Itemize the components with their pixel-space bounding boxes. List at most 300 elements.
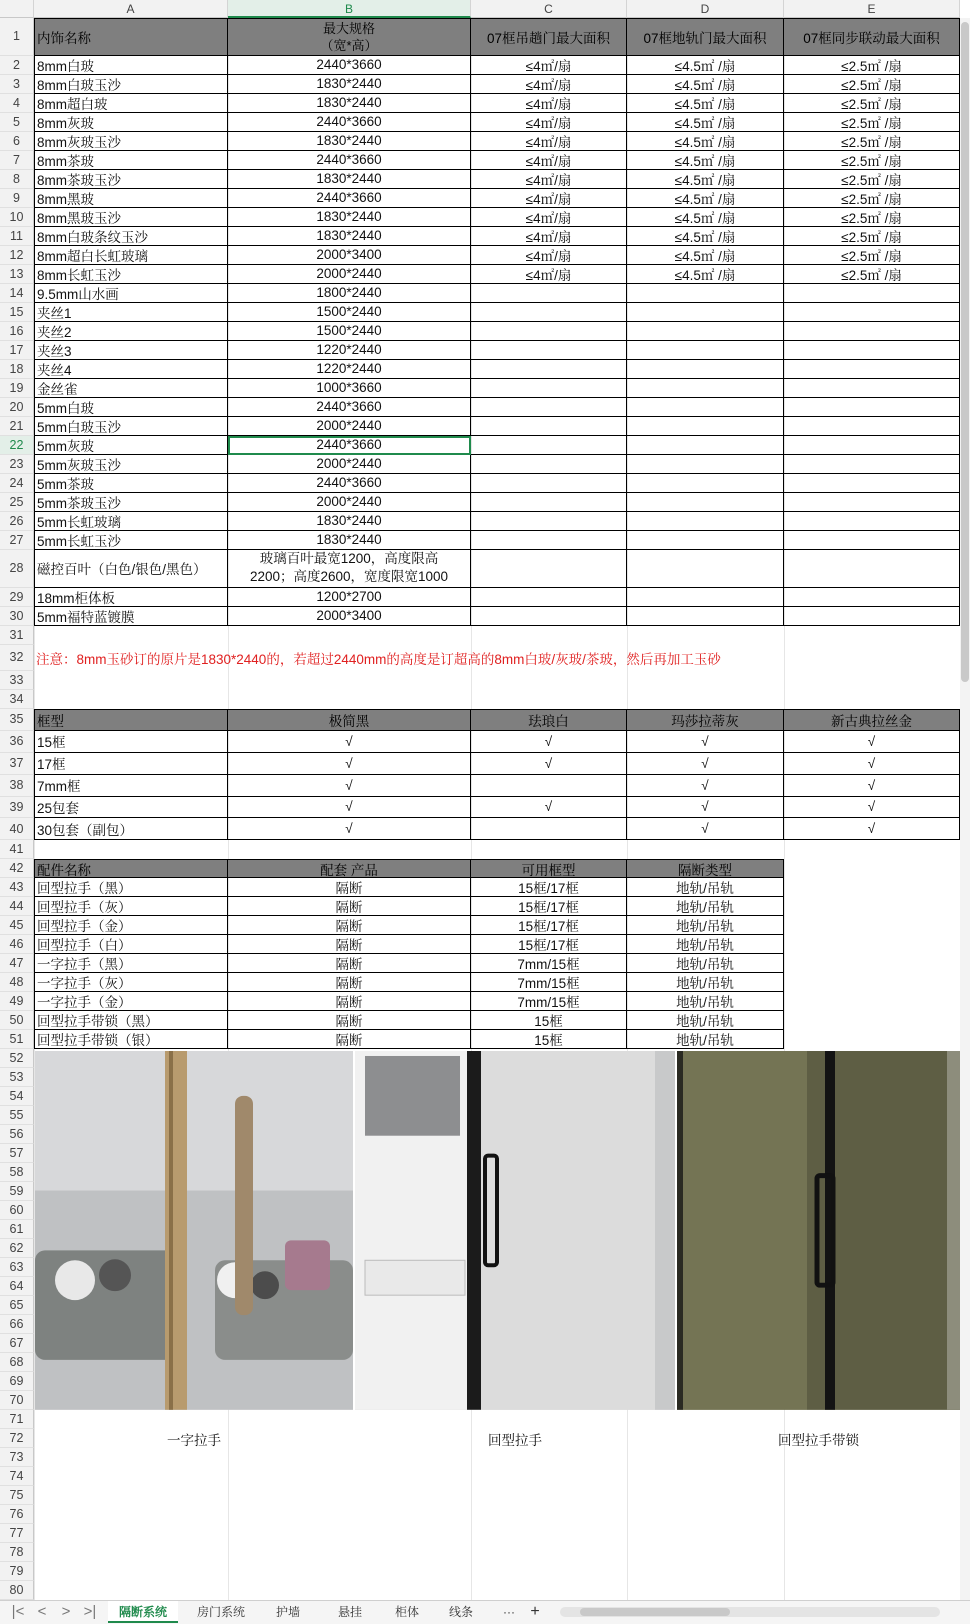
area-sync[interactable]: ≤2.5㎡ /扇 <box>784 132 960 151</box>
row-header[interactable]: 27 <box>0 531 34 550</box>
area-hanging[interactable]: ≤4㎡/扇 <box>471 246 627 265</box>
add-sheet-button[interactable]: + <box>530 1603 540 1620</box>
row-header[interactable]: 26 <box>0 512 34 531</box>
accessory-name[interactable]: 一字拉手（黑） <box>34 954 228 973</box>
accessory-frame[interactable]: 15框/17框 <box>471 935 627 954</box>
area-sync[interactable] <box>784 474 960 493</box>
row-header[interactable]: 22 <box>0 436 34 455</box>
area-hanging[interactable]: ≤4㎡/扇 <box>471 151 627 170</box>
glass-name[interactable]: 5mm茶玻玉沙 <box>34 493 228 512</box>
area-hanging[interactable]: ≤4㎡/扇 <box>471 75 627 94</box>
glass-name[interactable]: 8mm白玻条纹玉沙 <box>34 227 228 246</box>
row-header[interactable]: 60 <box>0 1201 34 1220</box>
next-sheet-button[interactable]: > <box>61 1603 71 1620</box>
row-header[interactable]: 15 <box>0 303 34 322</box>
area-hanging[interactable] <box>471 398 627 417</box>
row-header[interactable]: 11 <box>0 227 34 246</box>
row-header[interactable]: 28 <box>0 550 34 588</box>
glass-spec[interactable]: 2440*3660 <box>228 436 471 455</box>
area-hanging[interactable] <box>471 607 627 626</box>
row-header[interactable]: 73 <box>0 1448 34 1467</box>
row-header[interactable]: 32 <box>0 645 34 671</box>
row-header[interactable]: 57 <box>0 1144 34 1163</box>
frame-header[interactable]: 玛莎拉蒂灰 <box>627 709 784 731</box>
first-sheet-button[interactable]: |< <box>11 1603 25 1620</box>
area-hanging[interactable]: ≤4㎡/扇 <box>471 208 627 227</box>
column-header-e[interactable]: E <box>784 0 960 18</box>
glass-name[interactable]: 夹丝2 <box>34 322 228 341</box>
accessory-partition[interactable]: 地轨/吊轨 <box>627 897 784 916</box>
area-sync[interactable]: ≤2.5㎡ /扇 <box>784 113 960 132</box>
glass-spec[interactable]: 2000*2440 <box>228 493 471 512</box>
accessory-name[interactable]: 回型拉手（白） <box>34 935 228 954</box>
area-floor[interactable]: ≤4.5㎡ /扇 <box>627 208 784 227</box>
area-floor[interactable] <box>627 588 784 607</box>
glass-name[interactable]: 8mm黑玻 <box>34 189 228 208</box>
glass-name[interactable]: 8mm超白长虹玻璃 <box>34 246 228 265</box>
note-text[interactable]: 注意：8mm玉砂订的原片是1830*2440的，若超过2440mm的高度是订超高的8mm白玻/灰玻/茶玻，然后再加工玉砂 <box>36 651 721 667</box>
area-hanging[interactable] <box>471 512 627 531</box>
area-floor[interactable] <box>627 493 784 512</box>
area-hanging[interactable] <box>471 493 627 512</box>
area-hanging[interactable] <box>471 531 627 550</box>
area-floor[interactable] <box>627 607 784 626</box>
row-header[interactable]: 47 <box>0 954 34 973</box>
glass-name[interactable]: 8mm超白玻 <box>34 94 228 113</box>
row-header[interactable]: 67 <box>0 1334 34 1353</box>
frame-check[interactable]: √ <box>228 753 471 775</box>
area-hanging[interactable] <box>471 360 627 379</box>
header-e[interactable]: 07框同步联动最大面积 <box>784 18 960 56</box>
row-header[interactable]: 51 <box>0 1030 34 1049</box>
area-hanging[interactable] <box>471 550 627 588</box>
glass-name[interactable]: 5mm灰玻玉沙 <box>34 455 228 474</box>
area-sync[interactable]: ≤2.5㎡ /扇 <box>784 227 960 246</box>
area-hanging[interactable] <box>471 588 627 607</box>
frame-type[interactable]: 17框 <box>34 753 228 775</box>
row-header[interactable]: 70 <box>0 1391 34 1410</box>
area-sync[interactable] <box>784 398 960 417</box>
horizontal-scrollbar[interactable] <box>560 1607 940 1617</box>
glass-spec[interactable]: 1830*2440 <box>228 132 471 151</box>
area-sync[interactable] <box>784 455 960 474</box>
row-header[interactable]: 1 <box>0 18 34 56</box>
row-header[interactable]: 39 <box>0 797 34 819</box>
area-sync[interactable] <box>784 322 960 341</box>
row-header[interactable]: 63 <box>0 1258 34 1277</box>
row-header[interactable]: 9 <box>0 189 34 208</box>
glass-spec[interactable]: 2000*2440 <box>228 455 471 474</box>
glass-name[interactable]: 9.5mm山水画 <box>34 284 228 303</box>
area-hanging[interactable] <box>471 341 627 360</box>
accessory-name[interactable]: 一字拉手（灰） <box>34 973 228 992</box>
row-header[interactable]: 43 <box>0 878 34 897</box>
row-header[interactable]: 55 <box>0 1106 34 1125</box>
row-header[interactable]: 53 <box>0 1068 34 1087</box>
frame-header[interactable]: 极简黑 <box>228 709 471 731</box>
glass-spec[interactable]: 2000*2440 <box>228 417 471 436</box>
accessory-name[interactable]: 回型拉手（灰） <box>34 897 228 916</box>
glass-spec[interactable]: 2000*3400 <box>228 246 471 265</box>
last-sheet-button[interactable]: >| <box>83 1603 97 1620</box>
row-header[interactable]: 35 <box>0 709 34 731</box>
row-header[interactable]: 37 <box>0 753 34 775</box>
vertical-scrollbar[interactable] <box>960 18 970 1600</box>
frame-header[interactable]: 框型 <box>34 709 228 731</box>
area-sync[interactable] <box>784 284 960 303</box>
row-header[interactable]: 66 <box>0 1315 34 1334</box>
glass-name[interactable]: 磁控百叶（白色/银色/黑色） <box>34 550 228 588</box>
area-sync[interactable] <box>784 341 960 360</box>
row-header[interactable]: 36 <box>0 731 34 753</box>
area-sync[interactable] <box>784 303 960 322</box>
area-hanging[interactable]: ≤4㎡/扇 <box>471 265 627 284</box>
row-header[interactable]: 48 <box>0 973 34 992</box>
row-header[interactable]: 21 <box>0 417 34 436</box>
area-sync[interactable]: ≤2.5㎡ /扇 <box>784 75 960 94</box>
row-header[interactable]: 42 <box>0 859 34 878</box>
area-floor[interactable] <box>627 436 784 455</box>
accessory-header[interactable]: 可用框型 <box>471 859 627 878</box>
area-hanging[interactable] <box>471 436 627 455</box>
accessory-partition[interactable]: 地轨/吊轨 <box>627 878 784 897</box>
row-header[interactable]: 16 <box>0 322 34 341</box>
row-header[interactable]: 24 <box>0 474 34 493</box>
area-floor[interactable] <box>627 550 784 588</box>
accessory-partition[interactable]: 地轨/吊轨 <box>627 992 784 1011</box>
frame-check[interactable]: √ <box>228 797 471 819</box>
area-floor[interactable] <box>627 379 784 398</box>
glass-spec[interactable]: 1830*2440 <box>228 531 471 550</box>
glass-name[interactable]: 8mm灰玻玉沙 <box>34 132 228 151</box>
row-header[interactable]: 77 <box>0 1524 34 1543</box>
frame-type[interactable]: 7mm框 <box>34 775 228 797</box>
row-header[interactable]: 5 <box>0 113 34 132</box>
frame-check[interactable] <box>471 818 627 840</box>
glass-spec[interactable] <box>228 550 471 588</box>
accessory-name[interactable]: 回型拉手（黑） <box>34 878 228 897</box>
area-sync[interactable] <box>784 417 960 436</box>
glass-name[interactable]: 5mm福特蓝镀膜 <box>34 607 228 626</box>
area-hanging[interactable]: ≤4㎡/扇 <box>471 113 627 132</box>
area-sync[interactable] <box>784 512 960 531</box>
glass-name[interactable]: 5mm白玻玉沙 <box>34 417 228 436</box>
row-header[interactable]: 54 <box>0 1087 34 1106</box>
area-sync[interactable] <box>784 360 960 379</box>
sheet-tab[interactable]: 悬挂 <box>337 1605 362 1619</box>
area-hanging[interactable]: ≤4㎡/扇 <box>471 227 627 246</box>
frame-check[interactable]: √ <box>627 797 784 819</box>
sheet-tab[interactable]: 线条 <box>448 1605 473 1619</box>
glass-spec[interactable]: 2440*3660 <box>228 56 471 75</box>
accessory-frame[interactable]: 15框/17框 <box>471 916 627 935</box>
accessory-header[interactable]: 配件名称 <box>34 859 228 878</box>
glass-spec[interactable]: 1830*2440 <box>228 75 471 94</box>
sheet-tab[interactable]: 隔断系统 <box>108 1601 178 1623</box>
row-header[interactable]: 17 <box>0 341 34 360</box>
row-header[interactable]: 80 <box>0 1581 34 1600</box>
row-header[interactable]: 58 <box>0 1163 34 1182</box>
row-header[interactable]: 69 <box>0 1372 34 1391</box>
glass-spec[interactable]: 1830*2440 <box>228 208 471 227</box>
row-header[interactable]: 52 <box>0 1049 34 1068</box>
area-sync[interactable]: ≤2.5㎡ /扇 <box>784 208 960 227</box>
area-hanging[interactable]: ≤4㎡/扇 <box>471 56 627 75</box>
column-header-a[interactable]: A <box>34 0 228 18</box>
glass-spec[interactable]: 1830*2440 <box>228 94 471 113</box>
accessory-frame[interactable]: 7mm/15框 <box>471 973 627 992</box>
frame-check[interactable]: √ <box>471 797 627 819</box>
area-floor[interactable]: ≤4.5㎡ /扇 <box>627 189 784 208</box>
row-header[interactable]: 10 <box>0 208 34 227</box>
area-hanging[interactable]: ≤4㎡/扇 <box>471 132 627 151</box>
accessory-frame[interactable]: 15框 <box>471 1011 627 1030</box>
accessory-partition[interactable]: 地轨/吊轨 <box>627 954 784 973</box>
area-floor[interactable]: ≤4.5㎡ /扇 <box>627 113 784 132</box>
header-spec[interactable] <box>228 18 471 56</box>
row-header[interactable]: 30 <box>0 607 34 626</box>
row-header[interactable]: 14 <box>0 284 34 303</box>
area-floor[interactable] <box>627 398 784 417</box>
accessory-frame[interactable]: 15框/17框 <box>471 878 627 897</box>
area-floor[interactable]: ≤4.5㎡ /扇 <box>627 227 784 246</box>
area-floor[interactable]: ≤4.5㎡ /扇 <box>627 132 784 151</box>
frame-check[interactable]: √ <box>627 731 784 753</box>
row-header[interactable]: 6 <box>0 132 34 151</box>
glass-spec[interactable]: 1220*2440 <box>228 360 471 379</box>
accessory-partition[interactable]: 地轨/吊轨 <box>627 916 784 935</box>
row-header[interactable]: 79 <box>0 1562 34 1581</box>
area-floor[interactable]: ≤4.5㎡ /扇 <box>627 265 784 284</box>
column-header-d[interactable]: D <box>627 0 784 18</box>
glass-name[interactable]: 8mm茶玻玉沙 <box>34 170 228 189</box>
row-header[interactable]: 2 <box>0 56 34 75</box>
area-floor[interactable] <box>627 284 784 303</box>
row-header[interactable]: 72 <box>0 1429 34 1448</box>
accessory-product[interactable]: 隔断 <box>228 897 471 916</box>
glass-name[interactable]: 8mm茶玻 <box>34 151 228 170</box>
area-sync[interactable] <box>784 550 960 588</box>
glass-spec[interactable]: 1830*2440 <box>228 227 471 246</box>
selected-cell-outline[interactable] <box>228 436 471 455</box>
accessory-product[interactable]: 隔断 <box>228 1030 471 1049</box>
accessory-product[interactable]: 隔断 <box>228 878 471 897</box>
accessory-product[interactable]: 隔断 <box>228 935 471 954</box>
row-header[interactable]: 25 <box>0 493 34 512</box>
area-floor[interactable] <box>627 512 784 531</box>
frame-type[interactable]: 15框 <box>34 731 228 753</box>
glass-spec[interactable]: 1830*2440 <box>228 512 471 531</box>
frame-header[interactable]: 珐琅白 <box>471 709 627 731</box>
row-header[interactable]: 38 <box>0 775 34 797</box>
glass-name[interactable]: 夹丝3 <box>34 341 228 360</box>
row-header[interactable]: 34 <box>0 690 34 709</box>
area-hanging[interactable]: ≤4㎡/扇 <box>471 170 627 189</box>
sheet-tab[interactable]: 柜体 <box>394 1605 419 1619</box>
glass-spec[interactable]: 1800*2440 <box>228 284 471 303</box>
area-sync[interactable]: ≤2.5㎡ /扇 <box>784 265 960 284</box>
glass-spec[interactable]: 2440*3660 <box>228 113 471 132</box>
accessory-partition[interactable]: 地轨/吊轨 <box>627 973 784 992</box>
column-header-c[interactable]: C <box>471 0 627 18</box>
glass-spec[interactable]: 2440*3660 <box>228 151 471 170</box>
area-floor[interactable]: ≤4.5㎡ /扇 <box>627 246 784 265</box>
area-sync[interactable] <box>784 607 960 626</box>
glass-name[interactable]: 夹丝1 <box>34 303 228 322</box>
accessory-header[interactable]: 隔断类型 <box>627 859 784 878</box>
accessory-name[interactable]: 一字拉手（金） <box>34 992 228 1011</box>
area-sync[interactable]: ≤2.5㎡ /扇 <box>784 189 960 208</box>
accessory-partition[interactable]: 地轨/吊轨 <box>627 935 784 954</box>
frame-check[interactable]: √ <box>471 731 627 753</box>
frame-type[interactable]: 30包套（副包） <box>34 818 228 840</box>
frame-check[interactable]: √ <box>784 731 960 753</box>
row-header[interactable]: 62 <box>0 1239 34 1258</box>
header-name[interactable]: 内饰名称 <box>34 18 228 56</box>
area-sync[interactable] <box>784 493 960 512</box>
accessory-header[interactable]: 配套 产品 <box>228 859 471 878</box>
row-header[interactable]: 59 <box>0 1182 34 1201</box>
glass-spec[interactable]: 2440*3660 <box>228 398 471 417</box>
frame-check[interactable]: √ <box>784 753 960 775</box>
accessory-product[interactable]: 隔断 <box>228 1011 471 1030</box>
row-header[interactable]: 7 <box>0 151 34 170</box>
accessory-product[interactable]: 隔断 <box>228 992 471 1011</box>
glass-spec[interactable]: 2440*3660 <box>228 474 471 493</box>
sheet-tab[interactable]: 房门系统 <box>196 1605 245 1619</box>
area-sync[interactable]: ≤2.5㎡ /扇 <box>784 56 960 75</box>
row-header[interactable]: 29 <box>0 588 34 607</box>
area-hanging[interactable] <box>471 322 627 341</box>
accessory-name[interactable]: 回型拉手带锁（黑） <box>34 1011 228 1030</box>
row-header[interactable]: 78 <box>0 1543 34 1562</box>
vertical-scroll-thumb[interactable] <box>961 22 969 682</box>
area-hanging[interactable] <box>471 284 627 303</box>
row-header[interactable]: 49 <box>0 992 34 1011</box>
area-hanging[interactable]: ≤4㎡/扇 <box>471 189 627 208</box>
row-header[interactable]: 23 <box>0 455 34 474</box>
glass-name[interactable]: 5mm长虹玻璃 <box>34 512 228 531</box>
frame-type[interactable]: 25包套 <box>34 797 228 819</box>
glass-name[interactable]: 夹丝4 <box>34 360 228 379</box>
row-header[interactable]: 71 <box>0 1410 34 1429</box>
area-sync[interactable] <box>784 588 960 607</box>
row-header[interactable]: 31 <box>0 626 34 645</box>
glass-name[interactable]: 8mm白玻 <box>34 56 228 75</box>
row-header[interactable]: 4 <box>0 94 34 113</box>
row-header[interactable]: 68 <box>0 1353 34 1372</box>
row-header[interactable]: 64 <box>0 1277 34 1296</box>
area-sync[interactable]: ≤2.5㎡ /扇 <box>784 246 960 265</box>
area-floor[interactable] <box>627 341 784 360</box>
area-hanging[interactable] <box>471 303 627 322</box>
glass-name[interactable]: 8mm黑玻玉沙 <box>34 208 228 227</box>
accessory-frame[interactable]: 7mm/15框 <box>471 992 627 1011</box>
frame-check[interactable]: √ <box>784 818 960 840</box>
area-floor[interactable] <box>627 455 784 474</box>
accessory-name[interactable]: 回型拉手带锁（银） <box>34 1030 228 1049</box>
accessory-product[interactable]: 隔断 <box>228 916 471 935</box>
frame-check[interactable] <box>471 775 627 797</box>
row-header[interactable]: 20 <box>0 398 34 417</box>
accessory-frame[interactable]: 15框/17框 <box>471 897 627 916</box>
frame-check[interactable]: √ <box>627 775 784 797</box>
accessory-product[interactable]: 隔断 <box>228 954 471 973</box>
area-floor[interactable] <box>627 322 784 341</box>
glass-spec[interactable]: 1000*3660 <box>228 379 471 398</box>
area-hanging[interactable] <box>471 455 627 474</box>
area-floor[interactable] <box>627 360 784 379</box>
accessory-frame[interactable]: 15框 <box>471 1030 627 1049</box>
horizontal-scroll-thumb[interactable] <box>580 1608 730 1616</box>
row-header[interactable]: 74 <box>0 1467 34 1486</box>
glass-name[interactable]: 5mm白玻 <box>34 398 228 417</box>
area-floor[interactable] <box>627 474 784 493</box>
glass-name[interactable]: 8mm白玻玉沙 <box>34 75 228 94</box>
row-header[interactable]: 56 <box>0 1125 34 1144</box>
area-hanging[interactable] <box>471 474 627 493</box>
frame-check[interactable]: √ <box>471 753 627 775</box>
header-c[interactable]: 07框吊趟门最大面积 <box>471 18 627 56</box>
glass-name[interactable]: 金丝雀 <box>34 379 228 398</box>
column-header-b[interactable]: B <box>228 0 471 18</box>
glass-name[interactable]: 8mm长虹玉沙 <box>34 265 228 284</box>
glass-name[interactable]: 5mm长虹玉沙 <box>34 531 228 550</box>
accessory-product[interactable]: 隔断 <box>228 973 471 992</box>
row-header[interactable]: 19 <box>0 379 34 398</box>
more-tabs-button[interactable]: ··· <box>503 1605 515 1619</box>
glass-spec[interactable]: 2000*2440 <box>228 265 471 284</box>
frame-header[interactable]: 新古典拉丝金 <box>784 709 960 731</box>
accessory-name[interactable]: 回型拉手（金） <box>34 916 228 935</box>
row-header[interactable]: 76 <box>0 1505 34 1524</box>
area-sync[interactable]: ≤2.5㎡ /扇 <box>784 151 960 170</box>
area-floor[interactable]: ≤4.5㎡ /扇 <box>627 75 784 94</box>
area-sync[interactable] <box>784 379 960 398</box>
area-hanging[interactable]: ≤4㎡/扇 <box>471 94 627 113</box>
row-header[interactable]: 12 <box>0 246 34 265</box>
frame-check[interactable]: √ <box>784 775 960 797</box>
row-header[interactable]: 44 <box>0 897 34 916</box>
row-header[interactable]: 40 <box>0 818 34 840</box>
area-floor[interactable]: ≤4.5㎡ /扇 <box>627 151 784 170</box>
area-hanging[interactable] <box>471 379 627 398</box>
row-header[interactable]: 45 <box>0 916 34 935</box>
area-floor[interactable]: ≤4.5㎡ /扇 <box>627 170 784 189</box>
select-all-corner[interactable] <box>0 0 34 18</box>
sheet-tab[interactable]: 护墙 <box>275 1605 300 1619</box>
area-floor[interactable] <box>627 303 784 322</box>
glass-spec[interactable]: 2000*3400 <box>228 607 471 626</box>
frame-check[interactable]: √ <box>627 753 784 775</box>
glass-spec[interactable]: 1200*2700 <box>228 588 471 607</box>
glass-name[interactable]: 5mm茶玻 <box>34 474 228 493</box>
row-header[interactable]: 41 <box>0 840 34 859</box>
area-floor[interactable] <box>627 531 784 550</box>
glass-spec[interactable]: 1500*2440 <box>228 303 471 322</box>
glass-spec[interactable]: 1830*2440 <box>228 170 471 189</box>
accessory-frame[interactable]: 7mm/15框 <box>471 954 627 973</box>
glass-spec[interactable]: 2440*3660 <box>228 189 471 208</box>
row-header[interactable]: 75 <box>0 1486 34 1505</box>
area-floor[interactable] <box>627 417 784 436</box>
glass-spec[interactable]: 1220*2440 <box>228 341 471 360</box>
row-header[interactable]: 65 <box>0 1296 34 1315</box>
header-d[interactable]: 07框地轨门最大面积 <box>627 18 784 56</box>
row-header[interactable]: 8 <box>0 170 34 189</box>
area-sync[interactable] <box>784 436 960 455</box>
frame-check[interactable]: √ <box>784 797 960 819</box>
